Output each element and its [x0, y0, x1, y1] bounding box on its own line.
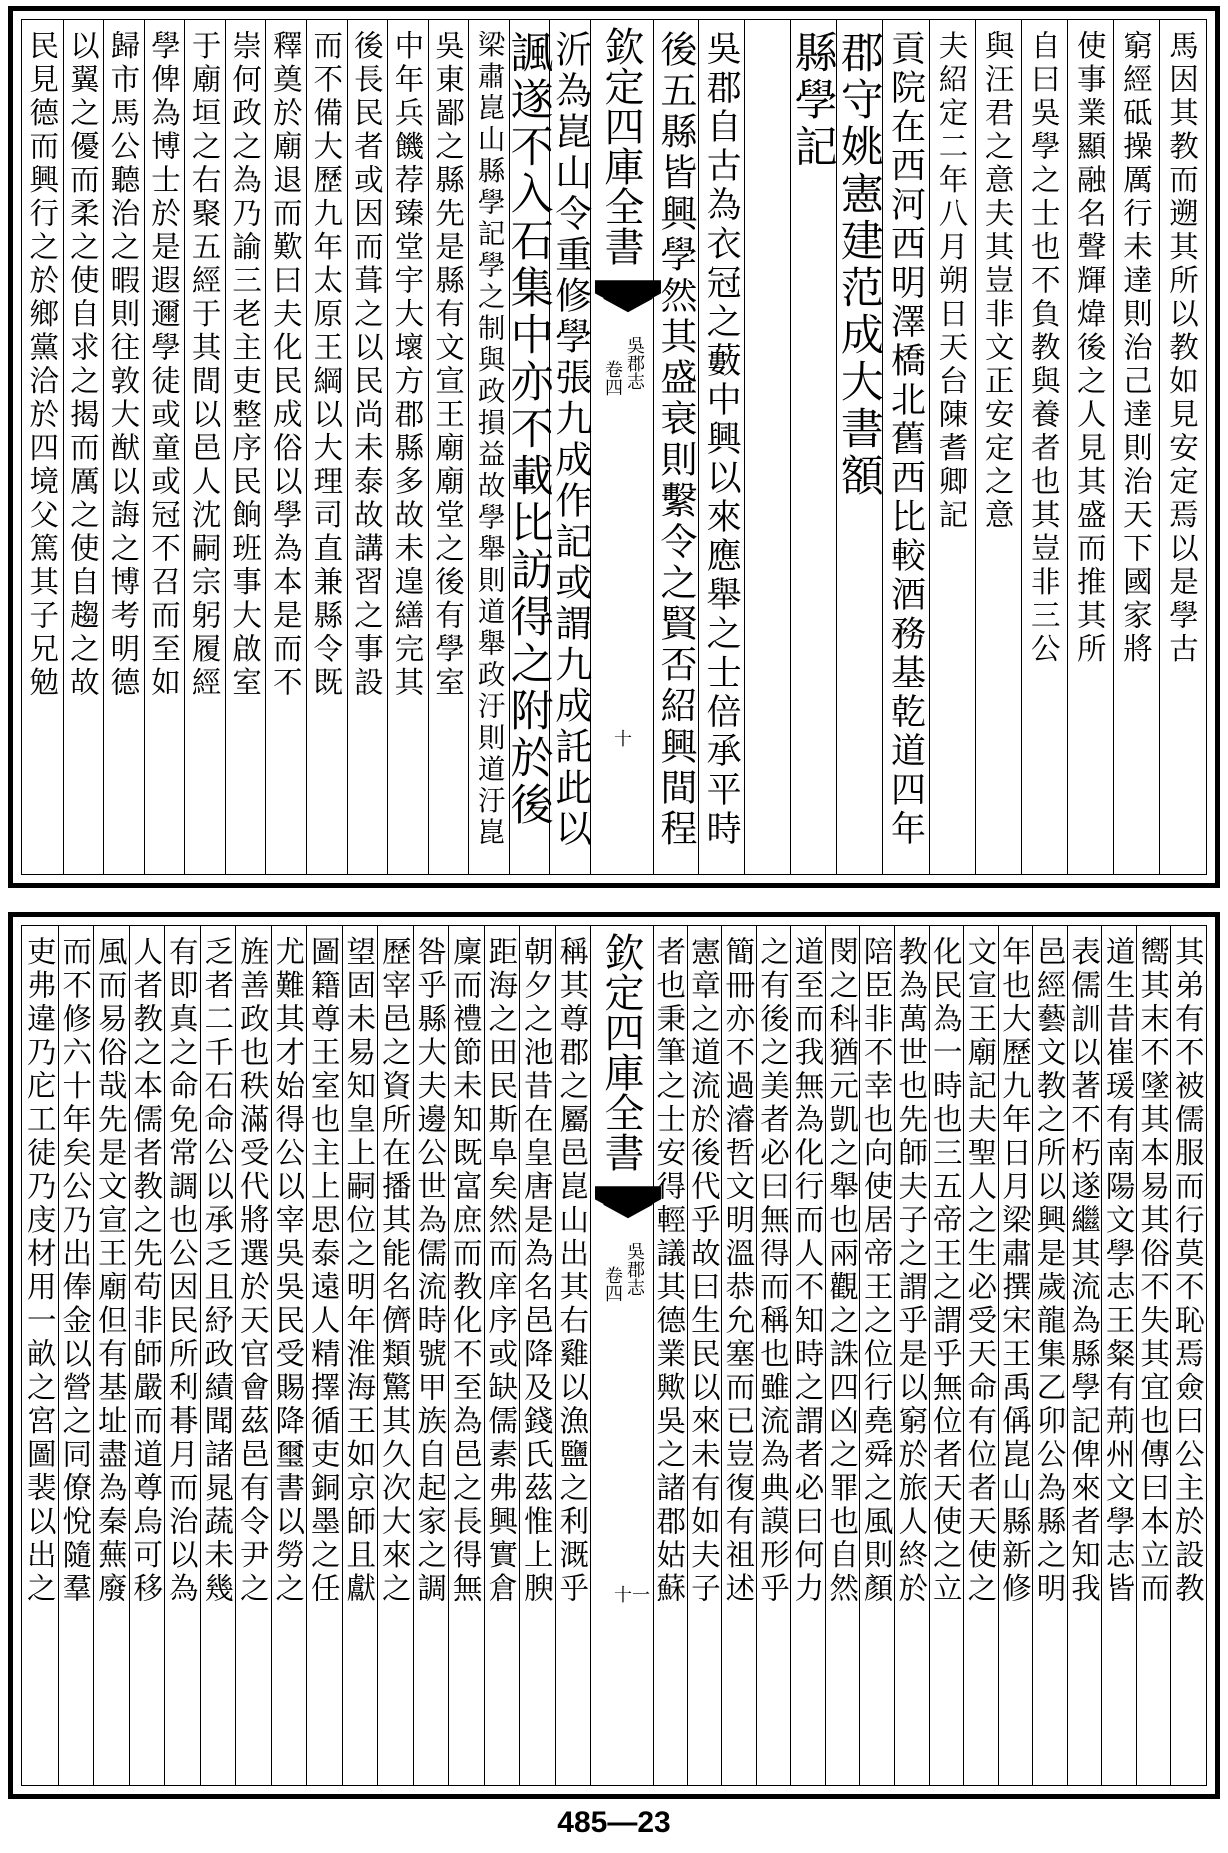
- column-rule: [1159, 20, 1160, 874]
- text-column: [468, 20, 509, 874]
- column-text: 乏者二千石命公以承乏且紓政績聞諸晁蔬未幾: [200, 936, 235, 1606]
- column-text: 距海之田民斯阜矣然而庠序或缺儒素弗興實倉: [484, 936, 519, 1606]
- text-column: [200, 926, 236, 1785]
- text-column: [1067, 20, 1113, 874]
- text-column: [790, 926, 825, 1785]
- column-rule: [265, 20, 266, 874]
- text-column: [1067, 926, 1102, 1785]
- column-text: 咎乎縣大夫邊公世為儒流時號甲族自起家之調: [413, 936, 448, 1606]
- book-subtitle: 吳郡志: [624, 336, 645, 390]
- column-rule: [428, 20, 429, 874]
- text-column: [929, 926, 964, 1785]
- column-rule: [519, 926, 520, 1785]
- column-rule: [790, 20, 791, 874]
- text-column: [387, 20, 428, 874]
- column-text: 梁肅崑山縣學記學之制與政損益故學舉則道舉政汙則道汙崑: [472, 30, 505, 849]
- column-text: 後五縣皆興學然其盛衰則繫令之賢否紹興間程: [654, 30, 698, 850]
- column-text: 而不備大歷九年太原王綱以大理司直兼縣令既: [309, 30, 344, 700]
- text-column: [787, 20, 838, 874]
- column-rule: [468, 20, 469, 874]
- column-text: 與汪君之意夫其豈非文正安定之意: [980, 30, 1015, 533]
- column-text: 而不修六十年矣公乃出俸金以營之同僚悅隨羣: [58, 936, 93, 1606]
- column-text: 表儒訓以著不朽遂繼其流為縣學記俾來者知我: [1067, 936, 1102, 1606]
- column-rule: [164, 926, 165, 1785]
- text-column: [652, 20, 698, 874]
- column-text: 歸市馬公聽治之暇則往敦大猷以誨之博考明德: [106, 30, 141, 700]
- text-column: [413, 926, 449, 1785]
- text-column: [894, 926, 929, 1785]
- text-column: [342, 926, 378, 1785]
- volume-label: 卷四: [602, 360, 623, 396]
- column-text: 者也秉筆之士安得輕議其德業歟吳之諸郡姑蘇: [652, 936, 687, 1606]
- text-column: [929, 20, 975, 874]
- text-column: [103, 20, 144, 874]
- column-rule: [448, 926, 449, 1785]
- text-column: [963, 926, 998, 1785]
- text-column: [503, 20, 554, 874]
- column-rule: [184, 20, 185, 874]
- column-rule: [129, 926, 130, 1785]
- text-column: [721, 926, 756, 1785]
- text-column: [144, 20, 185, 874]
- text-column: [652, 926, 687, 1785]
- column-text: 後長民者或因而葺之以民尚未泰故講習之事設: [349, 30, 384, 700]
- text-column: [271, 926, 307, 1785]
- column-text: 稱其尊郡之屬邑崑山出其右雞以漁鹽之利溉乎: [555, 936, 590, 1606]
- column-rule: [144, 20, 145, 874]
- top-page-frame: [21, 19, 1207, 875]
- column-text: 簡冊亦不過濬哲文明溫恭允塞而已豈復有祖述: [721, 936, 756, 1606]
- column-text: 歷宰邑之資所在播其能名儕類驚其久次大來之: [377, 936, 412, 1606]
- column-rule: [975, 20, 976, 874]
- text-column: [22, 926, 58, 1785]
- page-number: 485—23: [557, 1806, 671, 1839]
- column-rule: [1067, 20, 1068, 874]
- text-column: [235, 926, 271, 1785]
- column-text: 夫紹定二年八月朔日天台陳耆卿記: [934, 30, 969, 533]
- column-text: 諷遂不入石集中亦不載比訪得之附於後: [503, 30, 554, 829]
- text-column: [377, 926, 413, 1785]
- column-text: 風而易俗哉先是文宣王廟但有基址盡為秦蕪廢: [93, 936, 128, 1606]
- text-column: [1170, 926, 1205, 1785]
- column-text: 尤難其才始得公以宰吳吳民受賜降璽書以勞之: [271, 936, 306, 1606]
- column-text: 以翼之優而柔之使自求之揭而厲之使自趨之故: [65, 30, 100, 700]
- text-column: [22, 20, 63, 874]
- column-rule: [271, 926, 272, 1785]
- text-column: [428, 20, 469, 874]
- text-column: [698, 20, 744, 874]
- column-rule: [484, 926, 485, 1785]
- text-column: [63, 20, 104, 874]
- text-column: [1136, 926, 1171, 1785]
- column-text: 年也大歷九年日月梁肅撰宋王禹偁崑山縣新修: [997, 936, 1032, 1606]
- column-text: 朝夕之池昔在皇唐是為名邑降及錢氏茲惟上腴: [519, 936, 554, 1606]
- column-rule: [58, 926, 59, 1785]
- text-column: [306, 926, 342, 1785]
- bottom-page: [8, 912, 1220, 1799]
- column-rule: [306, 926, 307, 1785]
- leaf-number: 十一: [614, 1585, 650, 1606]
- column-text: 沂為崑山令重修學張九成作記或謂九成託此以: [548, 30, 592, 850]
- text-column: [998, 926, 1033, 1785]
- text-column: [825, 926, 860, 1785]
- column-text: 中年兵饑荐臻堂宇大壞方郡縣多故未遑繕完其: [390, 30, 425, 700]
- column-text: 縣學記: [787, 30, 838, 171]
- column-text: 望固未易知皇上嗣位之明年淮海王如京師且獻: [342, 936, 377, 1606]
- column-text: 于廟垣之右聚五經于其間以邑人沈嗣宗躬履經: [187, 30, 222, 700]
- text-column: [1101, 926, 1136, 1785]
- column-text: 釋奠於廟退而歎曰夫化民成俗以學為本是而不: [268, 30, 303, 700]
- column-rule: [377, 926, 378, 1785]
- text-column: [347, 20, 388, 874]
- column-text: 教為萬世也先師夫子之謂乎是以窮於旅人終於: [894, 936, 929, 1606]
- column-rule: [93, 926, 94, 1785]
- column-text: 憲章之道流於後代乎故曰生民以來未有如夫子: [686, 936, 721, 1606]
- column-text: 陪臣非不幸也向使居帝王之位行堯舜之風則顏: [859, 936, 894, 1606]
- column-text: 貢院在西河西明澤橋北舊西比較酒務基乾道四年: [885, 30, 926, 849]
- text-column: [1159, 20, 1205, 874]
- text-column: [184, 20, 225, 874]
- column-rule: [509, 20, 510, 874]
- column-rule: [103, 20, 104, 874]
- text-column: [519, 926, 555, 1785]
- column-text: 道生昔崔瑗有南陽文學志王粲有荊州文學志皆: [1101, 936, 1136, 1606]
- text-column: [58, 926, 94, 1785]
- text-column: [265, 20, 306, 874]
- column-text: 吳郡自古為衣冠之藪中興以來應舉之士倍承平時: [701, 30, 742, 849]
- column-text: 馬因其教而遡其所以教如見安定焉以是學古: [1164, 30, 1199, 667]
- column-text: 人者教之本儒者教之先苟非師嚴而道尊烏可移: [129, 936, 164, 1606]
- column-text: 郡守姚憲建范成大書額: [833, 30, 884, 500]
- column-rule: [555, 926, 556, 1785]
- text-column: [975, 20, 1021, 874]
- column-text: 學俾為博士於是遐邇學徒或童或冠不召而至如: [146, 30, 181, 700]
- bottom-page-frame: [21, 925, 1207, 1786]
- text-column: [1021, 20, 1067, 874]
- column-text: 圖籍尊王室也主上思泰遠人精擇循吏銅墨之任: [306, 936, 341, 1606]
- column-text: 文宣王廟記夫聖人之生必受天命有位者天使之: [963, 936, 998, 1606]
- column-rule: [200, 926, 201, 1785]
- text-column: [1113, 20, 1159, 874]
- column-rule: [1021, 20, 1022, 874]
- column-text: 自曰吳學之士也不負教與養者也其豈非三公: [1026, 30, 1061, 667]
- column-rule: [306, 20, 307, 874]
- column-text: 民見德而興行之於鄉黨洽於四境父篤其子兄勉: [25, 30, 60, 700]
- text-column: [1032, 926, 1067, 1785]
- column-text: 嚮其末不墜其本易其俗不失其宜也傳曰本立而: [1136, 936, 1171, 1606]
- column-rule: [342, 926, 343, 1785]
- column-text: 崇何政之為乃諭三老主吏整序民餉班事大啟室: [228, 30, 263, 700]
- column-rule: [387, 20, 388, 874]
- text-column: [164, 926, 200, 1785]
- leaf-number: 十: [614, 729, 632, 750]
- column-text: 之有後之美者必曰無得而稱也雖流為典謨形乎: [755, 936, 790, 1606]
- column-text: 道至而我無為化行而人不知時之謂者必曰何力: [790, 936, 825, 1606]
- column-rule: [235, 926, 236, 1785]
- column-rule: [413, 926, 414, 1785]
- column-text: 使事業顯融名聲輝煒後之人見其盛而推其所: [1072, 30, 1107, 667]
- text-column: [93, 926, 129, 1785]
- column-text: 化民為一時也三五帝王之謂乎無位者天使之立: [928, 936, 963, 1606]
- text-column: [859, 926, 894, 1785]
- column-text: 其弟有不被儒服而行莫不恥焉僉曰公主於設教: [1170, 936, 1205, 1606]
- column-text: 窮經砥操厲行未達則治己達則治天下國家將: [1118, 30, 1153, 667]
- column-rule: [225, 20, 226, 874]
- volume-label: 卷四: [602, 1266, 623, 1302]
- column-text: 廩而禮節未知既富庶而教化不至為邑之長得無: [448, 936, 483, 1606]
- text-column: [687, 926, 722, 1785]
- text-column: [555, 926, 591, 1785]
- text-column: [129, 926, 165, 1785]
- column-rule: [63, 20, 64, 874]
- column-rule: [1113, 20, 1114, 874]
- center-fold-column: [590, 926, 654, 1785]
- column-text: 吳東鄙之縣先是縣有文宣王廟廟堂之後有學室: [430, 30, 465, 700]
- text-column: [448, 926, 484, 1785]
- text-column: [744, 20, 790, 874]
- column-text: 吏弗違乃庀工徒乃庋材用一畝之宮圖裴以出之: [22, 936, 57, 1606]
- column-text: 閔之科猶元凱之舉也兩觀之誅四凶之罪也自然: [825, 936, 860, 1606]
- column-text: 有即真之命免常調也公因民所利朞月而治以為: [164, 936, 199, 1606]
- column-rule: [347, 20, 348, 874]
- book-title: 欽定四庫全書: [598, 26, 644, 266]
- column-rule: [549, 20, 550, 874]
- text-column: [306, 20, 347, 874]
- text-column: [225, 20, 266, 874]
- text-column: [484, 926, 520, 1785]
- book-subtitle: 吳郡志: [624, 1242, 645, 1296]
- text-column: [756, 926, 791, 1785]
- book-title: 欽定四庫全書: [598, 932, 644, 1172]
- center-fold-column: [590, 20, 654, 874]
- column-text: 旌善政也秩滿受代將選於天官會茲邑有令尹之: [235, 936, 270, 1606]
- column-text: 邑經藝文教之所以興是歲龍集乙卯公為縣之明: [1032, 936, 1067, 1606]
- top-page: [8, 6, 1220, 888]
